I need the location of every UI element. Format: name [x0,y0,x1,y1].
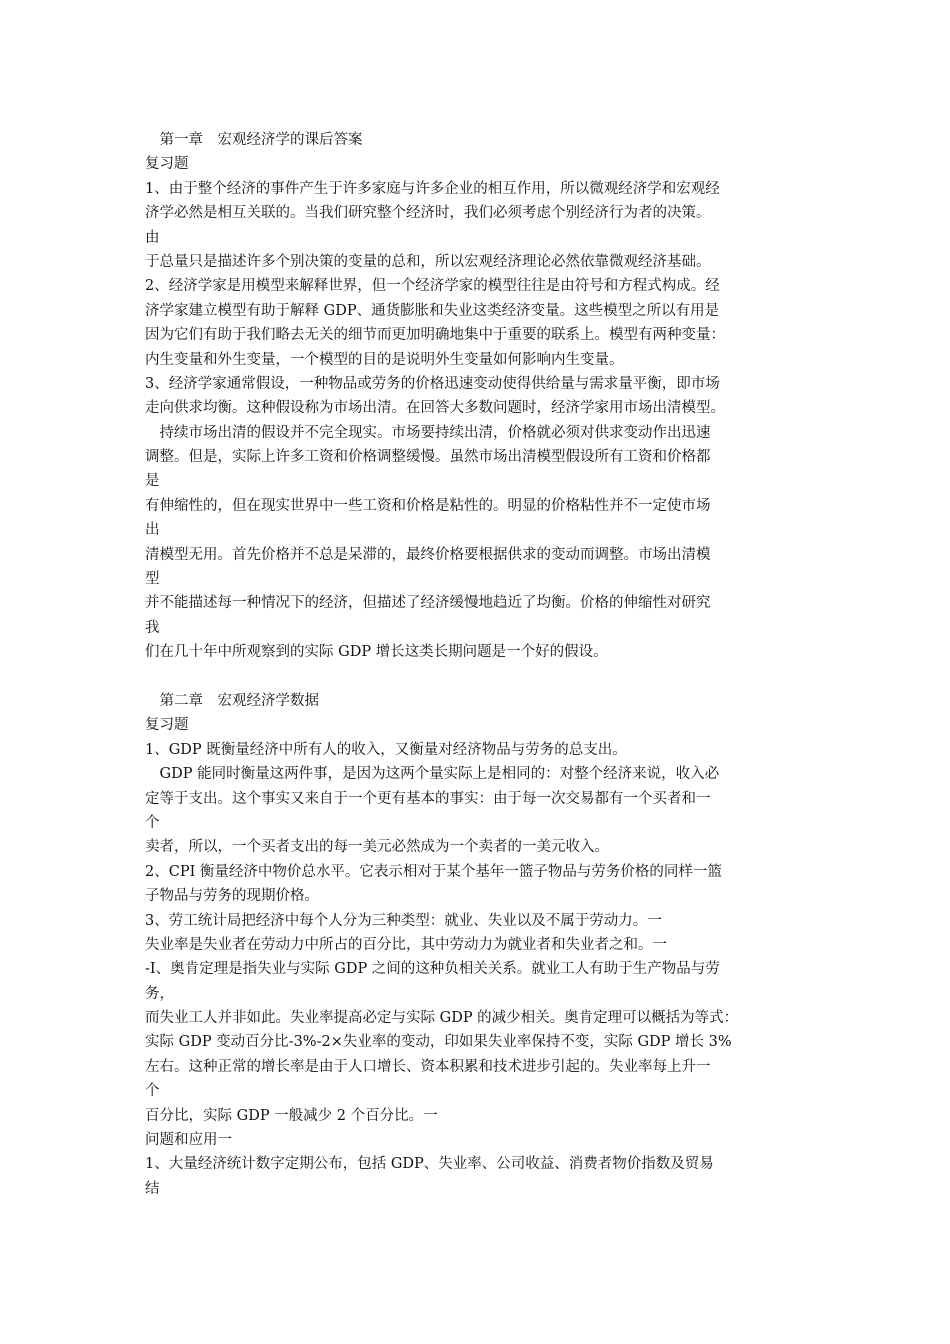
text-line: 持续市场出清的假设并不完全现实。市场要持续出清，价格就必须对供求变动作出迅速 [145,424,711,441]
document-page [145,128,815,1201]
text-line: 3、经济学家通常假设，一种物品或劳务的价格迅速变动使得供给量与需求量平衡，即市场 [145,375,720,392]
text-line: 个 [145,814,160,831]
text-line: 是 [145,473,160,490]
text-line: 由 [145,229,160,246]
text-line: 第二章 宏观经济学数据 [145,692,319,709]
text-line: 1、由于整个经济的事件产生于许多家庭与许多企业的相互作用，所以微观经济学和宏观经 [145,180,720,197]
text-line: 内生变量和外生变量，一个模型的目的是说明外生变量如何影响内生变量。 [145,351,624,368]
text-line: 调整。但是，实际上许多工资和价格调整缓慢。虽然市场出清模型假设所有工资和价格都 [145,449,711,466]
text-line: 个 [145,1083,160,1100]
text-line: 第一章 宏观经济学的课后答案 [145,132,363,148]
text-line: 复习题 [145,156,189,173]
text-line: 务， [145,985,174,1002]
text-line: 3、劳工统计局把经济中每个人分为三种类型：就业、失业以及不属于劳动力。一 [145,912,662,929]
text-line: 定等于支出。这个事实又来自于一个更有基本的事实：由于每一次交易都有一个买者和一 [145,790,711,807]
text-line: 于总量只是描述许多个别决策的变量的总和，所以宏观经济理论必然依靠微观经济基础。 [145,253,711,270]
text-line: 百分比，实际 GDP 一般减少 2 个百分比。一 [145,1107,438,1124]
text-line: 卖者，所以，一个买者支出的每一美元必然成为一个卖者的一美元收入。 [145,839,609,856]
text-line: 并不能描述每一种情况下的经济，但描述了经济缓慢地趋近了均衡。价格的伸缩性对研究 [145,595,711,612]
text-line [145,665,815,689]
text-line: -I、奥肯定理是指失业与实际 GDP 之间的这种负相关关系。就业工人有助于生产物品与劳 [145,961,720,978]
text-line: 我 [145,619,160,636]
text-line: 型 [145,571,160,588]
text-line: 济学必然是相互关联的。当我们研究整个经济时，我们必须考虑个别经济行为者的决策。 [145,205,711,222]
text-line: 因为它们有助于我们略去无关的细节而更加明确地集中于重要的联系上。模型有两种变量： [145,327,725,344]
text-line: 而失业工人并非如此。失业率提高必定与实际 GDP 的减少相关。奥肯定理可以概括为等式： [145,1010,739,1027]
text-line: 左右。这种正常的增长率是由于人口增长、资本积累和技术进步引起的。失业率每上升一 [145,1058,711,1075]
text-line: 1、大量经济统计数字定期公布，包括 GDP、失业率、公司收益、消费者物价指数及贸易 [145,1156,714,1173]
text-line: 有伸缩性的，但在现实世界中一些工资和价格是粘性的。明显的价格粘性并不一定使市场 [145,497,711,514]
text-line: 2、CPI 衡量经济中物价总水平。它表示相对于某个基年一篮子物品与劳务价格的同样一篮 [145,863,722,880]
text-line: 结 [145,1180,160,1197]
text-line: 们在几十年中所观察到的实际 GDP 增长这类长期问题是一个好的假设。 [145,644,608,661]
text-line: 走向供求均衡。这种假设称为市场出清。在回答大多数问题时，经济学家用市场出清模型。 [145,400,725,417]
text-line: 问题和应用一 [145,1132,232,1149]
text-line: GDP 能同时衡量这两件事，是因为这两个量实际上是相同的：对整个经济来说，收入必 [145,766,720,783]
text-line: 1、GDP 既衡量经济中所有人的收入，又衡量对经济物品与劳务的总支出。 [145,741,627,758]
text-line: 济学家建立模型有助于解释 GDP、通货膨胀和失业这类经济变量。这些模型之所以有用是 [145,302,720,319]
text-line: 失业率是失业者在劳动力中所占的百分比，其中劳动力为就业者和失业者之和。一 [145,936,667,953]
text-line: 出 [145,522,160,539]
text-line: 2、经济学家是用模型来解释世界，但一个经济学家的模型往往是由符号和方程式构成。经 [145,278,720,295]
text-line: 子物品与劳务的现期价格。 [145,888,319,905]
text-line: 复习题 [145,717,189,734]
text-line: 清模型无用。首先价格并不总是呆滞的，最终价格要根据供求的变动而调整。市场出清模 [145,546,711,563]
text-line: 实际 GDP 变动百分比-3%-2×失业率的变动，印如果失业率保持不变，实际 GDP 增长 3% [145,1034,732,1051]
